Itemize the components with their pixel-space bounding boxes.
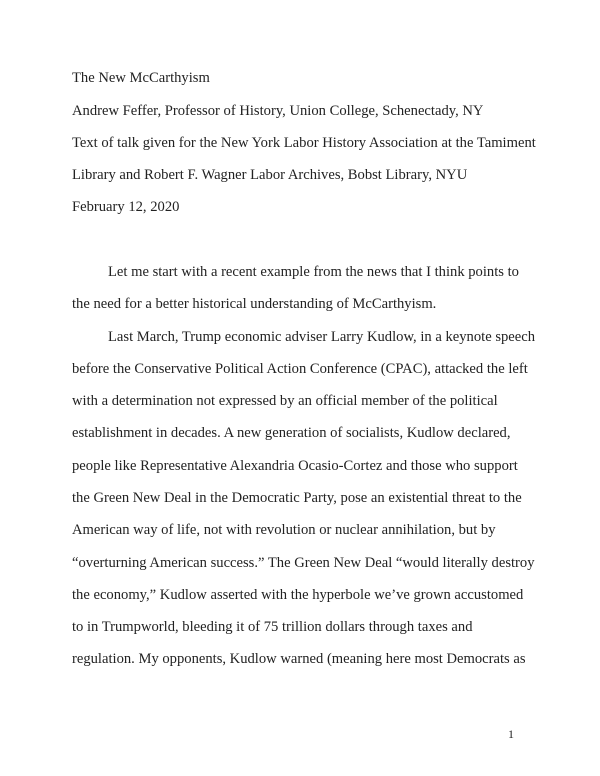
page-number: 1 (508, 727, 514, 741)
body-line: the economy,” Kudlow asserted with the hyperbole we’ve grown accustomed (72, 587, 524, 603)
body-line: American way of life, not with revolution or nuclear annihilation, but by (72, 522, 496, 538)
body-line: Let me start with a recent example from the news that I think points to (108, 264, 519, 280)
date-line: February 12, 2020 (72, 199, 180, 215)
body-line: regulation. My opponents, Kudlow warned (meaning here most Democrats as (72, 651, 526, 667)
body-line: people like Representative Alexandria Ocasio-Cortez and those who support (72, 458, 518, 474)
document-title: The New McCarthyism (72, 70, 210, 86)
author-line: Andrew Feffer, Professor of History, Union College, Schenectady, NY (72, 103, 484, 119)
body-line: establishment in decades. A new generation of socialists, Kudlow declared, (72, 425, 511, 441)
body-line: to in Trumpworld, bleeding it of 75 trillion dollars through taxes and (72, 619, 473, 635)
body-line: Last March, Trump economic adviser Larry Kudlow, in a keynote speech (108, 329, 536, 345)
body-line: the Green New Deal in the Democratic Party, pose an existential threat to the (72, 490, 522, 506)
body-line: before the Conservative Political Action Conference (CPAC), attacked the left (72, 361, 528, 377)
body-line: the need for a better historical understanding of McCarthyism. (72, 296, 437, 312)
context-line: Library and Robert F. Wagner Labor Archives, Bobst Library, NYU (72, 167, 468, 183)
body-line: “overturning American success.” The Green New Deal “would literally destroy (72, 555, 535, 571)
body-line: with a determination not expressed by an official member of the political (72, 393, 498, 409)
context-line: Text of talk given for the New York Labor History Association at the Tamiment (72, 135, 536, 151)
